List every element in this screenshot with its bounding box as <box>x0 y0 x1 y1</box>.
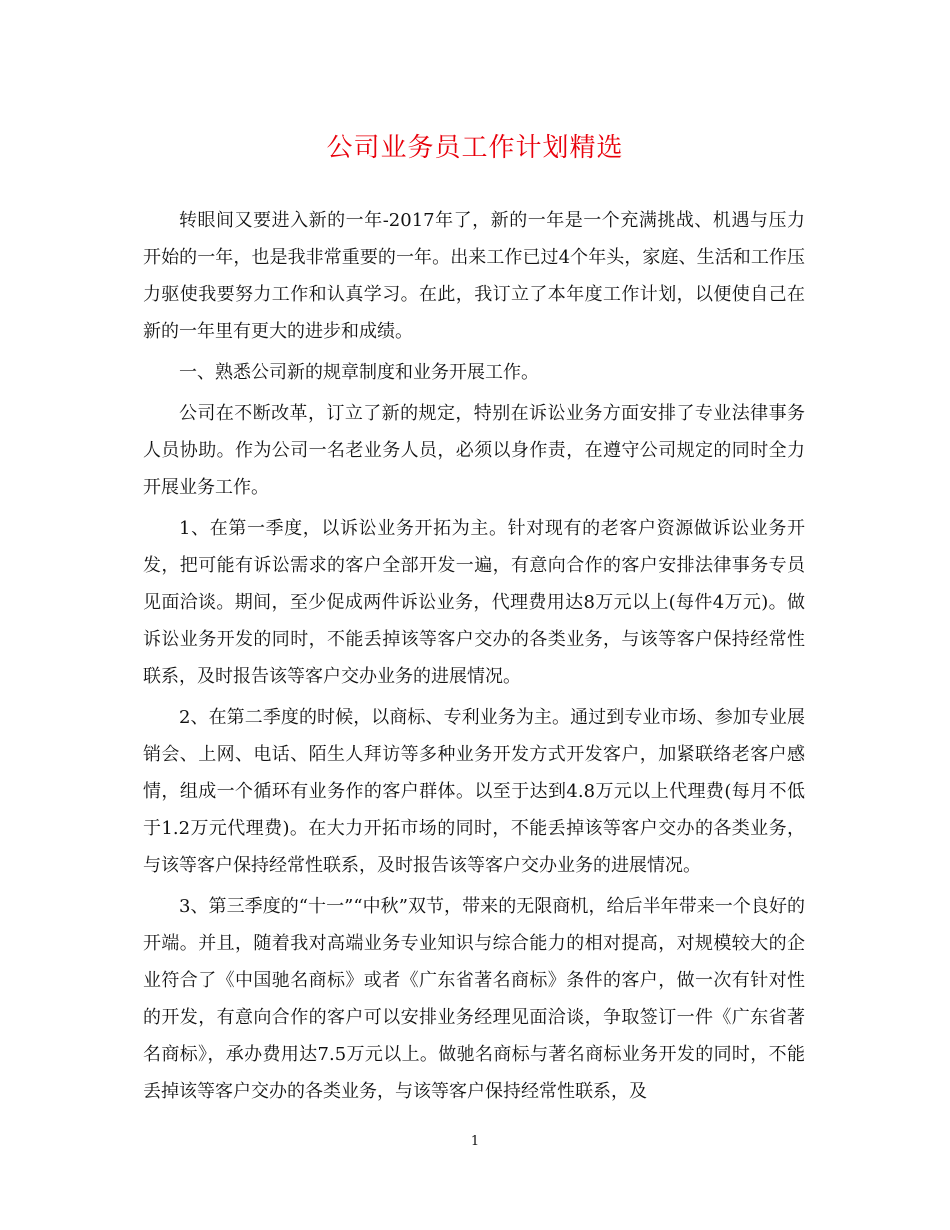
paragraph-q1-plan: 1、在第一季度，以诉讼业务开拓为主。针对现有的老客户资源做诉讼业务开发，把可能有诉讼需求的客户全部开发一遍，有意向合作的客户安排法律事务专员见面洽谈。期间，至少促成两件诉讼业务，代理费用达8万元以上(每件4万元)。做诉讼业务开发的同时，不能丢掉该等客户交办的各类业务，与该等客户保持经常性联系，及时报告该等客户交办业务的进展情况。 <box>143 518 805 687</box>
document-body <box>143 202 805 1114</box>
document-title: 公司业务员工作计划精选 <box>326 133 624 163</box>
paragraph-intro: 转眼间又要进入新的一年-2017年了，新的一年是一个充满挑战、机遇与压力开始的一年，也是我非常重要的一年。出来工作已过4个年头，家庭、生活和工作压力驱使我要努力工作和认真学习。在此，我订立了本年度工作计划，以便使自己在新的一年里有更大的进步和成绩。 <box>143 210 805 342</box>
page-number: 1 <box>470 1134 480 1149</box>
paragraph-q2-plan: 2、在第二季度的时候，以商标、专利业务为主。通过到专业市场、参加专业展销会、上网、电话、陌生人拜访等多种业务开发方式开发客户，加紧联络老客户感情，组成一个循环有业务作的客户群体。以至于达到4.8万元以上代理费(每月不低于1.2万元代理费)。在大力开拓市场的同时，不能丢掉该等客户交办的各类业务，与该等客户保持经常性联系，及时报告该等客户交办业务的进展情况。 <box>143 707 805 876</box>
paragraph-section-heading: 一、熟悉公司新的规章制度和业务开展工作。 <box>179 362 539 383</box>
paragraph-q3-plan: 3、第三季度的“十一”“中秋”双节，带来的无限商机，给后半年带来一个良好的开端。并且，随着我对高端业务专业知识与综合能力的相对提高，对规模较大的企业符合了《中国驰名商标》或者《广东省著名商标》条件的客户，做一次有针对性的开发，有意向合作的客户可以安排业务经理见面洽谈，争取签订一件《广东省著名商标》，承办费用达7.5万元以上。做驰名商标与著名商标业务开发的同时，不能丢掉该等客户交办的各类业务，与该等客户保持经常性联系，及 <box>143 896 805 1102</box>
paragraph-company-rules: 公司在不断改革，订立了新的规定，特别在诉讼业务方面安排了专业法律事务人员协助。作为公司一名老业务人员，必须以身作责，在遵守公司规定的同时全力开展业务工作。 <box>143 403 805 498</box>
